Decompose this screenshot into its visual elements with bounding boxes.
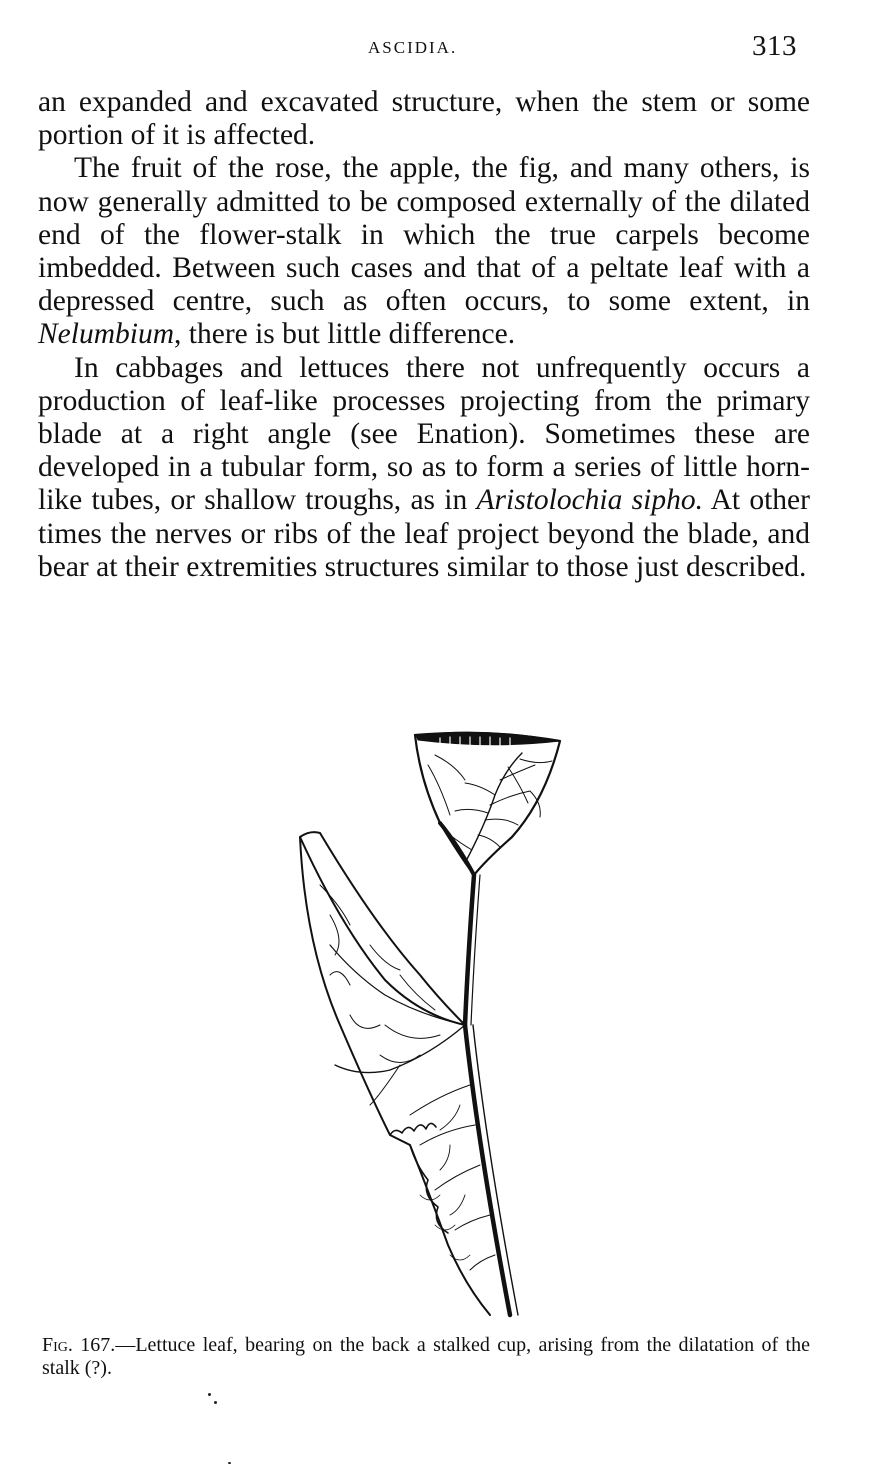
- stalk: [465, 875, 518, 1315]
- print-speck: [208, 1393, 211, 1396]
- paragraph-2-italic-term: Nelumbium: [38, 318, 175, 351]
- paragraph-3-text-a: In cabbages and lettuces there not unfrequently occurs a production of leaf-like processes projecting from the primary blade at a right angle (see Enation). Sometimes these are developed in a tubular form, so as to form a series of little horn-like tubes, or shallow troughs, as in: [38, 351, 810, 517]
- figure-label: Fig. 167.: [42, 1334, 116, 1356]
- body-text: [38, 86, 810, 584]
- lettuce-leaf-illustration: [290, 725, 580, 1320]
- paragraph-3-italic-term: Aristolochia sipho.: [476, 484, 703, 517]
- print-speck: [228, 1462, 231, 1464]
- running-head: [0, 30, 872, 64]
- figure-caption: [42, 1334, 810, 1380]
- page-number: 313: [752, 30, 797, 62]
- print-speck: [214, 1401, 217, 1404]
- paragraph-2-text-b: , there is but little difference.: [174, 318, 516, 351]
- paragraph-3: [38, 352, 810, 584]
- stalked-cup: [415, 732, 560, 875]
- figure-167: [290, 725, 580, 1320]
- figure-caption-text: —Lettuce leaf, bearing on the back a stalked cup, arising from the dilatation of the stalk (?).: [42, 1334, 810, 1379]
- paragraph-3-text-b: At other times the nerves or ribs of the leaf project beyond the blade, and bear at their extremities structures similar to those just described.: [38, 484, 810, 583]
- leaf-blade: [300, 832, 495, 1315]
- paragraph-2: [38, 152, 810, 351]
- running-title: ASCIDIA.: [368, 38, 458, 57]
- paragraph-1: an expanded and excavated structure, when the stem or some portion of it is affected.: [38, 86, 810, 152]
- paragraph-2-text-a: The fruit of the rose, the apple, the fig, and many others, is now generally admitted to be composed externally of the dilated end of the flower-stalk in which the true carpels become imbedded. Between such cases and that of a peltate leaf with a depressed centre, such as often occurs, to some extent, in: [38, 152, 810, 318]
